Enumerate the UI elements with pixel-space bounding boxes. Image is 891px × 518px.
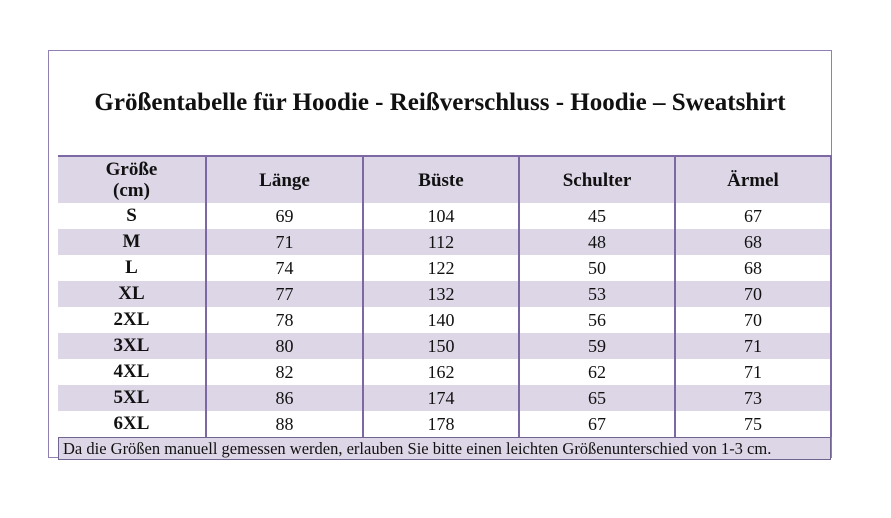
column-header-groesse-line1: Größe: [105, 159, 158, 180]
table-row: [58, 307, 831, 333]
size-table-wrap: [58, 155, 831, 460]
value-cell: 68: [675, 229, 831, 255]
header-row: [58, 156, 831, 203]
size-cell: S: [58, 203, 206, 229]
value-cell: 73: [675, 385, 831, 411]
value-cell: 50: [519, 255, 675, 281]
size-cell: M: [58, 229, 206, 255]
value-cell: 174: [363, 385, 519, 411]
value-cell: 53: [519, 281, 675, 307]
value-cell: 45: [519, 203, 675, 229]
table-row: [58, 281, 831, 307]
size-cell: 2XL: [58, 307, 206, 333]
value-cell: 75: [675, 411, 831, 437]
size-cell: 5XL: [58, 385, 206, 411]
value-cell: 71: [206, 229, 363, 255]
table-row: [58, 229, 831, 255]
value-cell: 65: [519, 385, 675, 411]
value-cell: 70: [675, 281, 831, 307]
value-cell: 71: [675, 359, 831, 385]
size-cell: 6XL: [58, 411, 206, 437]
column-header-laenge: Länge: [206, 156, 363, 203]
column-header-schulter: Schulter: [519, 156, 675, 203]
column-header-bueste: Büste: [363, 156, 519, 203]
value-cell: 67: [519, 411, 675, 437]
value-cell: 67: [675, 203, 831, 229]
value-cell: 82: [206, 359, 363, 385]
value-cell: 69: [206, 203, 363, 229]
measurement-note: Da die Größen manuell gemessen werden, erlauben Sie bitte einen leichten Größenunterschied von 1-3 cm.: [58, 437, 831, 460]
table-row: [58, 411, 831, 437]
value-cell: 140: [363, 307, 519, 333]
value-cell: 59: [519, 333, 675, 359]
table-row: [58, 359, 831, 385]
value-cell: 80: [206, 333, 363, 359]
value-cell: 162: [363, 359, 519, 385]
value-cell: 74: [206, 255, 363, 281]
value-cell: 178: [363, 411, 519, 437]
value-cell: 78: [206, 307, 363, 333]
page-title: Größentabelle für Hoodie - Reißverschluss - Hoodie – Sweatshirt: [94, 89, 786, 116]
size-table: [58, 155, 832, 437]
value-cell: 132: [363, 281, 519, 307]
value-cell: 48: [519, 229, 675, 255]
size-cell: L: [58, 255, 206, 281]
size-cell: 3XL: [58, 333, 206, 359]
value-cell: 56: [519, 307, 675, 333]
value-cell: 70: [675, 307, 831, 333]
value-cell: 122: [363, 255, 519, 281]
value-cell: 150: [363, 333, 519, 359]
value-cell: 112: [363, 229, 519, 255]
column-header-aermel: Ärmel: [675, 156, 831, 203]
title-area: [49, 51, 831, 155]
value-cell: 68: [675, 255, 831, 281]
size-cell: 4XL: [58, 359, 206, 385]
value-cell: 104: [363, 203, 519, 229]
value-cell: 77: [206, 281, 363, 307]
column-header-groesse: [58, 156, 206, 203]
column-header-groesse-line2: (cm): [113, 180, 150, 201]
table-row: [58, 255, 831, 281]
outer-frame: [48, 50, 832, 458]
size-cell: XL: [58, 281, 206, 307]
value-cell: 71: [675, 333, 831, 359]
value-cell: 86: [206, 385, 363, 411]
table-row: [58, 203, 831, 229]
value-cell: 88: [206, 411, 363, 437]
value-cell: 62: [519, 359, 675, 385]
table-row: [58, 385, 831, 411]
table-row: [58, 333, 831, 359]
